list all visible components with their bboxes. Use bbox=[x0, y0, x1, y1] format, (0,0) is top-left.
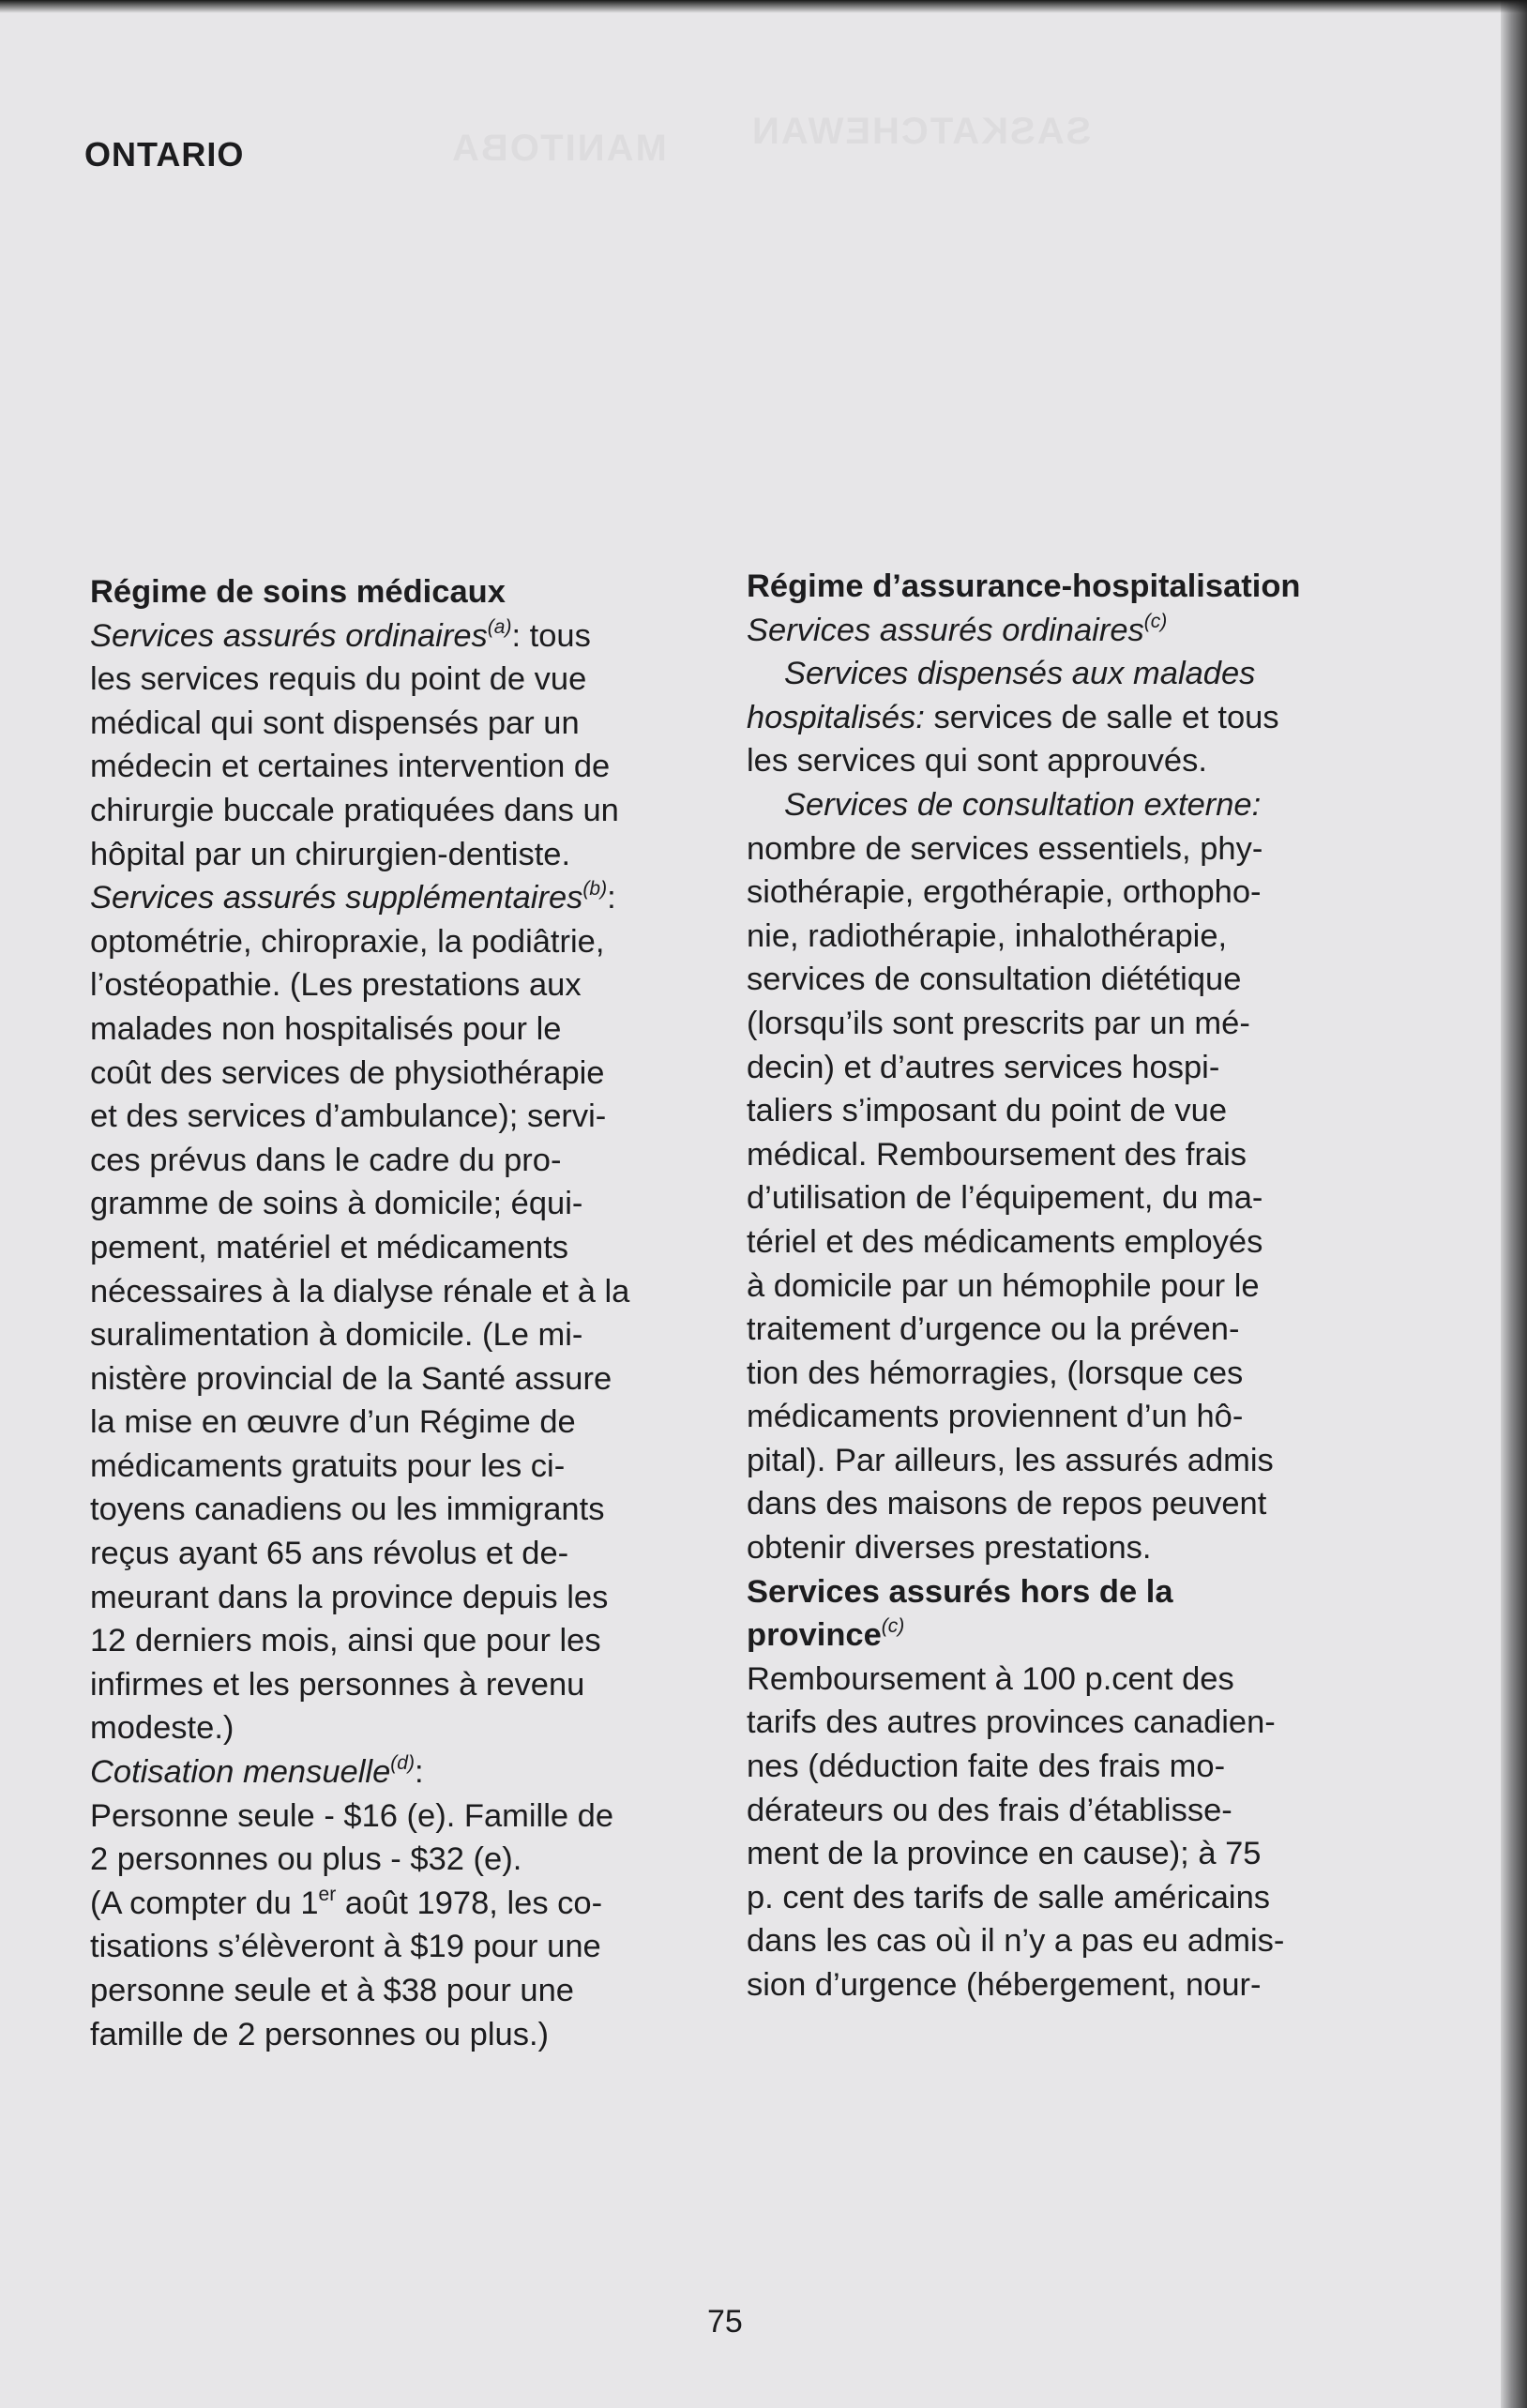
text-line bbox=[747, 1002, 1384, 1046]
line-text: Personne seule - $16 (e). Famille de bbox=[90, 1797, 614, 1834]
footnote-marker: (d) bbox=[390, 1752, 415, 1775]
line-text: Remboursement à 100 p.cent des bbox=[747, 1660, 1234, 1697]
line-text: et des services d’ambulance); servi- bbox=[90, 1098, 607, 1135]
line-text: ces prévus dans le cadre du pro- bbox=[90, 1142, 562, 1178]
text-line bbox=[90, 1139, 747, 1183]
text-line bbox=[90, 1445, 747, 1489]
text-line bbox=[90, 1882, 747, 1926]
text-line bbox=[747, 827, 1384, 871]
text-line bbox=[747, 1395, 1384, 1439]
page-header: ONTARIO bbox=[84, 135, 245, 174]
text-line bbox=[747, 1919, 1384, 1963]
text-line bbox=[90, 1663, 747, 1707]
text-line bbox=[747, 739, 1384, 783]
line-text: médicaments proviennent d’un hô- bbox=[747, 1399, 1244, 1435]
line-text: dans les cas où il n’y a pas eu admis- bbox=[747, 1923, 1285, 1960]
text-line bbox=[747, 1789, 1384, 1833]
text-line bbox=[90, 963, 747, 1007]
text-line bbox=[747, 1613, 1384, 1658]
text-line bbox=[90, 702, 747, 746]
text-line bbox=[747, 1526, 1384, 1570]
line-text: nombre de services essentiels, phy- bbox=[747, 830, 1263, 867]
section-title-medical: Régime de soins médicaux bbox=[90, 574, 506, 610]
text-line bbox=[747, 696, 1384, 740]
line-text: services de consultation diététique bbox=[747, 962, 1242, 998]
text-line bbox=[90, 1838, 747, 1882]
line-text: : bbox=[607, 880, 616, 916]
line-text: médicaments gratuits pour les ci- bbox=[90, 1447, 566, 1484]
page-edge bbox=[1501, 0, 1527, 2408]
line-text: août 1978, les co- bbox=[336, 1885, 603, 1921]
text-line bbox=[747, 1046, 1384, 1090]
scan-top-shadow bbox=[0, 0, 1527, 13]
text-line bbox=[747, 871, 1384, 915]
text-line bbox=[90, 1488, 747, 1532]
text-line bbox=[90, 1619, 747, 1663]
text-line bbox=[90, 1357, 747, 1401]
line-text: (A compter du 1 bbox=[90, 1885, 319, 1921]
text-line bbox=[747, 783, 1384, 827]
line-text: infirmes et les personnes à revenu bbox=[90, 1666, 585, 1703]
right-column bbox=[747, 565, 1384, 2007]
italic-label: Services de consultation externe: bbox=[784, 786, 1262, 823]
italic-label: Services dispensés aux malades bbox=[784, 656, 1256, 692]
text-line bbox=[747, 1308, 1384, 1352]
text-line bbox=[747, 1220, 1384, 1265]
line-text: traitement d’urgence ou la préven- bbox=[747, 1311, 1240, 1348]
line-text: 2 personnes ou plus - $32 (e). bbox=[90, 1841, 522, 1878]
text-line bbox=[90, 1925, 747, 1969]
text-line bbox=[90, 1270, 747, 1314]
line-text: tériel et des médicaments employés bbox=[747, 1223, 1263, 1260]
line-text: modeste.) bbox=[90, 1710, 234, 1747]
bleed-through-text-2: SASKATCHEWAN bbox=[750, 111, 1092, 152]
subheading-text: Services assurés hors de la bbox=[747, 1573, 1173, 1610]
text-line bbox=[90, 789, 747, 833]
text-line bbox=[90, 2013, 747, 2057]
line-text: nie, radiothérapie, inhalothérapie, bbox=[747, 917, 1228, 954]
left-column-body bbox=[90, 614, 747, 2057]
text-line bbox=[90, 1706, 747, 1750]
line-text: tisations s’élèveront à $19 pour une bbox=[90, 1929, 601, 1965]
line-text: 12 derniers mois, ainsi que pour les bbox=[90, 1623, 601, 1659]
line-text: l’ostéopathie. (Les prestations aux bbox=[90, 967, 582, 1004]
text-line bbox=[90, 1226, 747, 1270]
right-column-body bbox=[747, 609, 1384, 2007]
text-line bbox=[747, 915, 1384, 959]
text-line bbox=[90, 833, 747, 877]
subheading-text: province bbox=[747, 1617, 882, 1654]
line-text: (lorsqu’ils sont prescrits par un mé- bbox=[747, 1005, 1250, 1041]
bleed-through-text-1: MANITOBA bbox=[450, 128, 667, 169]
line-text: coût des services de physiothérapie bbox=[90, 1054, 605, 1091]
text-line bbox=[90, 1095, 747, 1139]
line-text: famille de 2 personnes ou plus.) bbox=[90, 2016, 550, 2052]
line-text: nistère provincial de la Santé assure bbox=[90, 1360, 612, 1397]
section-title-hospital: Régime d’assurance-hospitalisation bbox=[747, 568, 1301, 604]
italic-label: Cotisation mensuelle bbox=[90, 1754, 391, 1791]
text-line bbox=[90, 1750, 747, 1795]
line-text: p. cent des tarifs de salle américains bbox=[747, 1879, 1271, 1916]
line-text: à domicile par un hémophile pour le bbox=[747, 1267, 1260, 1304]
line-text: gramme de soins à domicile; équi- bbox=[90, 1186, 583, 1222]
text-line bbox=[90, 1182, 747, 1226]
text-line bbox=[747, 1658, 1384, 1702]
text-line bbox=[747, 1570, 1384, 1614]
italic-label: Services assurés ordinaires bbox=[747, 612, 1144, 648]
text-line bbox=[747, 1176, 1384, 1220]
footnote-marker: (c) bbox=[1143, 610, 1168, 632]
line-text: malades non hospitalisés pour le bbox=[90, 1010, 562, 1047]
line-text: tarifs des autres provinces canadien- bbox=[747, 1704, 1276, 1741]
italic-label: hospitalisés: bbox=[747, 699, 925, 735]
line-text: obtenir diverses prestations. bbox=[747, 1530, 1152, 1567]
line-text: reçus ayant 65 ans révolus et de- bbox=[90, 1536, 569, 1572]
text-line bbox=[90, 920, 747, 964]
line-text: dérateurs ou des frais d’établisse- bbox=[747, 1792, 1232, 1828]
line-text: nécessaires à la dialyse rénale et à la bbox=[90, 1273, 630, 1310]
text-line bbox=[90, 1969, 747, 2013]
text-line bbox=[90, 614, 747, 659]
text-line bbox=[747, 652, 1384, 696]
line-text: d’utilisation de l’équipement, du ma- bbox=[747, 1180, 1263, 1217]
text-line bbox=[747, 1439, 1384, 1483]
text-line bbox=[90, 1313, 747, 1357]
footnote-marker: (a) bbox=[487, 615, 512, 638]
text-line bbox=[747, 1832, 1384, 1876]
italic-label: Services assurés ordinaires bbox=[90, 617, 488, 654]
text-line bbox=[90, 1052, 747, 1096]
text-line bbox=[747, 1133, 1384, 1177]
page-number: 75 bbox=[707, 2304, 743, 2340]
line-text: les services requis du point de vue bbox=[90, 661, 587, 698]
line-text: personne seule et à $38 pour une bbox=[90, 1973, 574, 2008]
ordinal-superscript: er bbox=[318, 1883, 337, 1905]
line-text: sion d’urgence (hébergement, nour- bbox=[747, 1967, 1262, 2003]
text-line bbox=[90, 658, 747, 702]
footnote-marker: (c) bbox=[881, 1615, 905, 1638]
line-text: meurant dans la province depuis les bbox=[90, 1579, 609, 1615]
line-text: ment de la province en cause); à 75 bbox=[747, 1836, 1262, 1872]
line-text: tion des hémorragies, (lorsque ces bbox=[747, 1355, 1244, 1391]
line-text: toyens canadiens ou les immigrants bbox=[90, 1492, 605, 1528]
text-line bbox=[747, 1352, 1384, 1396]
left-column bbox=[90, 570, 747, 2056]
text-line bbox=[747, 609, 1384, 653]
text-line bbox=[747, 1963, 1384, 2007]
text-line bbox=[747, 1701, 1384, 1745]
text-line bbox=[90, 745, 747, 789]
text-line bbox=[747, 958, 1384, 1002]
line-text: services de salle et tous bbox=[924, 699, 1279, 735]
line-text: pement, matériel et médicaments bbox=[90, 1229, 569, 1265]
line-text: nes (déduction faite des frais mo- bbox=[747, 1749, 1226, 1785]
line-text: hôpital par un chirurgien-dentiste. bbox=[90, 836, 571, 872]
line-text: médecin et certaines intervention de bbox=[90, 749, 611, 785]
footnote-marker: (b) bbox=[582, 878, 608, 901]
text-line bbox=[90, 1532, 747, 1576]
line-text: dans des maisons de repos peuvent bbox=[747, 1486, 1267, 1522]
line-text: les services qui sont approuvés. bbox=[747, 743, 1207, 780]
text-line bbox=[747, 1089, 1384, 1133]
line-text: siothérapie, ergothérapie, orthopho- bbox=[747, 874, 1262, 911]
text-line bbox=[90, 1795, 747, 1839]
text-line bbox=[90, 1576, 747, 1620]
line-text: la mise en œuvre d’un Régime de bbox=[90, 1404, 576, 1441]
text-line bbox=[747, 1745, 1384, 1789]
line-text: chirurgie buccale pratiquées dans un bbox=[90, 792, 619, 828]
text-line bbox=[90, 876, 747, 920]
line-text: : tous bbox=[511, 617, 591, 654]
line-text: médical qui sont dispensés par un bbox=[90, 704, 580, 741]
text-line bbox=[747, 1876, 1384, 1920]
line-text: decin) et d’autres services hospi- bbox=[747, 1049, 1220, 1085]
text-line bbox=[747, 1482, 1384, 1526]
line-text: suralimentation à domicile. (Le mi- bbox=[90, 1317, 583, 1354]
line-text: : bbox=[414, 1754, 424, 1791]
line-text: optométrie, chiropraxie, la podiâtrie, bbox=[90, 923, 605, 960]
italic-label: Services assurés supplémentaires bbox=[90, 880, 583, 916]
text-line bbox=[90, 1401, 747, 1445]
line-text: pital). Par ailleurs, les assurés admis bbox=[747, 1442, 1274, 1478]
line-text: médical. Remboursement des frais bbox=[747, 1136, 1247, 1173]
line-text: taliers s’imposant du point de vue bbox=[747, 1093, 1228, 1129]
text-line bbox=[90, 1007, 747, 1052]
text-line bbox=[747, 1265, 1384, 1309]
